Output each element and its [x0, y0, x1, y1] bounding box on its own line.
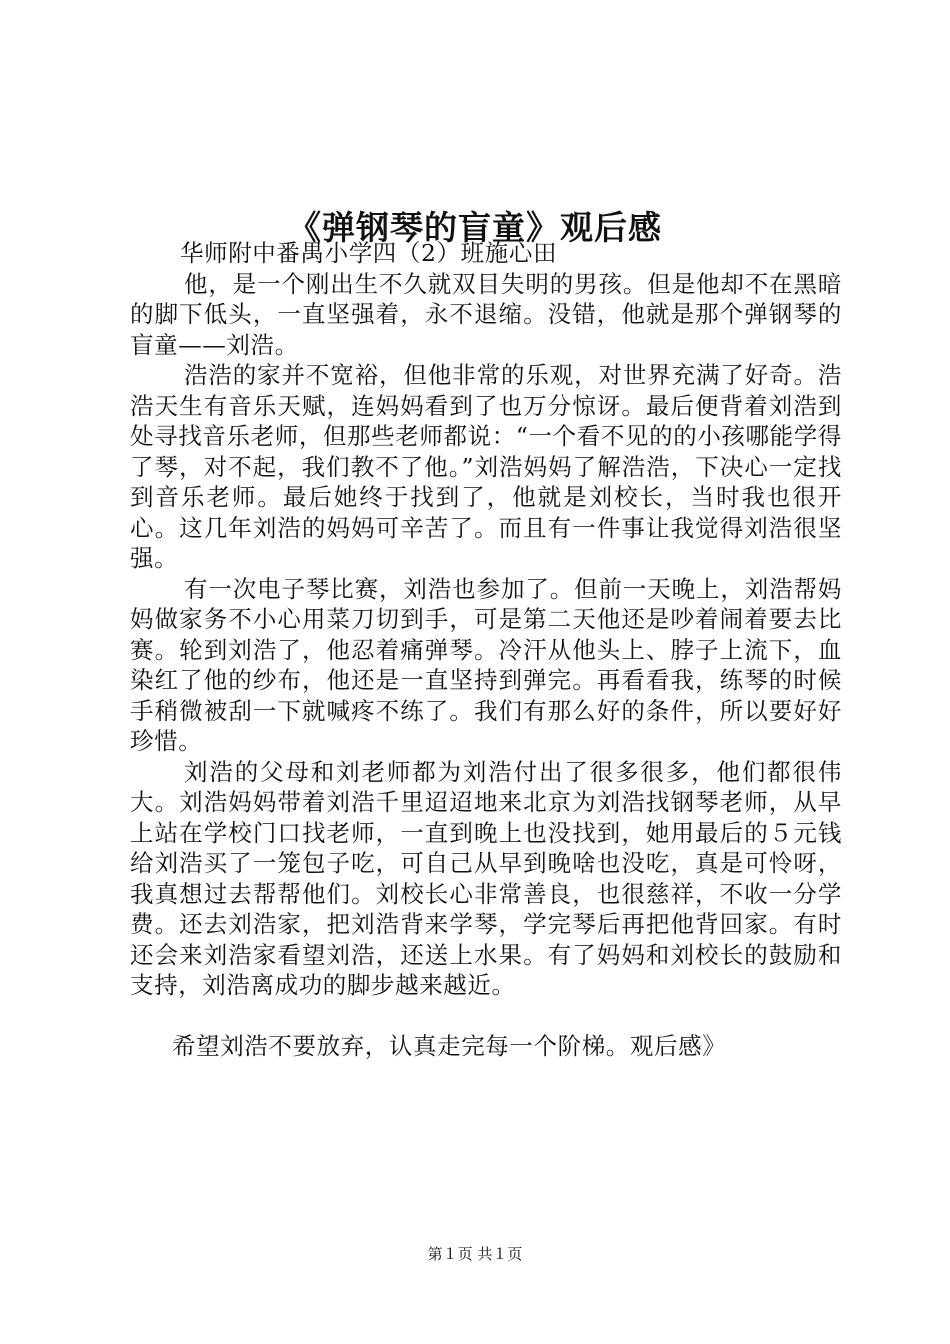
paragraph-2: 浩浩的家并不宽裕，但他非常的乐观，对世界充满了好奇。浩浩天生有音乐天赋，连妈妈看到了也万分惊讶。最后便背着刘浩到处寻找音乐老师，但那些老师都说：“一个看不见的的小孩哪能学得了琴，对不起，我们教不了他。”刘浩妈妈了解浩浩，下决心一定找到音乐老师。最后她终于找到了，他就是刘校长，当时我也很开心。这几年刘浩的妈妈可辛苦了。而且有一件事让我觉得刘浩很坚强。: [130, 361, 842, 572]
paragraph-1: 他，是一个刚出生不久就双目失明的男孩。但是他却不在黑暗的脚下低头，一直坚强着，永不退缩。没错，他就是那个弹钢琴的盲童——刘浩。: [130, 269, 842, 359]
author-byline: 华师附中番禺小学四（2）班施心田: [180, 239, 558, 267]
paragraph-4: 刘浩的父母和刘老师都为刘浩付出了很多很多，他们都很伟大。刘浩妈妈带着刘浩千里迢迢地来北京为刘浩找钢琴老师，从早上站在学校门口找老师，一直到晚上也没找到，她用最后的５元钱给刘浩买了一笼包子吃，可自己从早到晚啥也没吃，真是可怜呀，我真想过去帮帮他们。刘校长心非常善良，也很慈祥，不收一分学费。还去刘浩家，把刘浩背来学琴，学完琴后再把他背回家。有时还会来刘浩家看望刘浩，还送上水果。有了妈妈和刘校长的鼓励和支持，刘浩离成功的脚步越来越近。: [130, 757, 842, 999]
document-title: 《弹钢琴的盲童》观后感: [288, 208, 662, 248]
page-footer: 第１页 共１页: [427, 1245, 523, 1263]
closing-line: 希望刘浩不要放弃，认真走完每一个阶梯。观后感》: [172, 1031, 727, 1060]
document-body: [130, 238, 842, 1061]
paragraph-3: 有一次电子琴比赛，刘浩也参加了。但前一天晚上，刘浩帮妈妈做家务不小心用菜刀切到手，可是第二天他还是吵着闹着要去比赛。轮到刘浩了，他忍着痛弹琴。冷汗从他头上、脖子上流下，血染红了他的纱布，他还是一直坚持到弹完。再看看我，练琴的时候手稍微被刮一下就喊疼不练了。我们有那么好的条件，所以要好好珍惜。: [130, 574, 842, 755]
